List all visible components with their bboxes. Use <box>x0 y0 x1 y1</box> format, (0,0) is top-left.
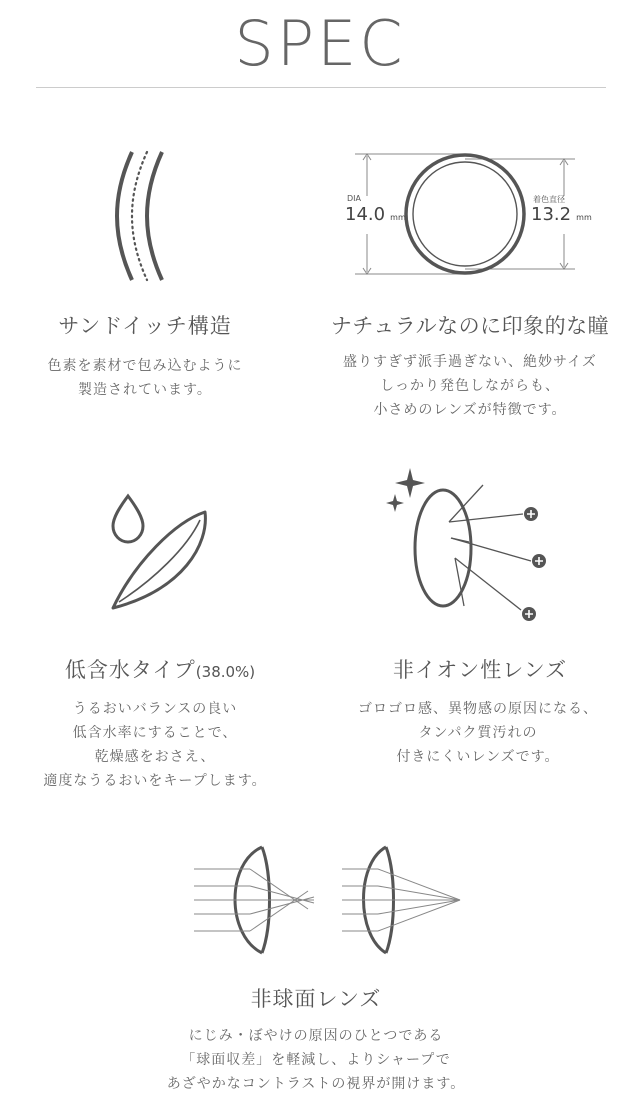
description-line: 適度なうるおいをキープします。 <box>43 773 267 789</box>
feature-heading-low-water <box>0 656 320 686</box>
description-line: 乾燥感をおさえ、 <box>94 749 216 765</box>
color-unit: mm <box>576 213 592 222</box>
description-line: ゴロゴロ感、異物感の原因になる、 <box>358 701 598 717</box>
aspheric-lens-diagram <box>190 843 470 963</box>
aspheric-lens-icon <box>342 847 460 953</box>
description-line: 製造されています。 <box>78 382 212 398</box>
feature-description-natural <box>300 350 640 422</box>
feature-description-aspheric <box>0 1024 632 1096</box>
feature-description-sandwich <box>0 354 290 402</box>
description-line: 「球面収差」を軽減し、よりシャープで <box>181 1052 451 1068</box>
feature-heading-text: 低含水タイプ <box>64 658 196 682</box>
description-line: タンパク質汚れの <box>418 725 538 741</box>
color-value-group <box>531 204 592 225</box>
feature-heading-non-ionic: 非イオン性レンズ <box>392 658 568 682</box>
spherical-lens-icon <box>194 847 314 953</box>
feature-heading-aspheric: 非球面レンズ <box>250 987 382 1011</box>
feature-description-non-ionic <box>316 697 640 769</box>
description-line: 付きにくいレンズです。 <box>396 749 560 765</box>
feature-heading-sandwich: サンドイッチ構造 <box>58 314 232 338</box>
description-line: あざやかなコントラストの視界が開けます。 <box>166 1076 466 1092</box>
dia-value: 14.0 <box>345 204 386 225</box>
dia-label: DIA <box>347 194 361 203</box>
description-line: 小さめのレンズが特徴です。 <box>373 402 567 418</box>
description-line: 低含水率にすることで、 <box>72 725 238 741</box>
dia-value-group <box>345 204 406 225</box>
description-line: うるおいバランスの良い <box>72 701 238 717</box>
description-line: 盛りすぎず派手過ぎない、絶妙サイズ <box>343 354 597 370</box>
page-title: SPEC <box>234 7 406 80</box>
water-content-value: (38.0%) <box>195 663 256 681</box>
non-ionic-lens-icon <box>385 468 555 628</box>
color-value: 13.2 <box>531 204 572 225</box>
description-line: しっかり発色しながらも、 <box>380 378 560 394</box>
lens-cross-section-icon <box>118 148 178 288</box>
description-line: 色素を素材で包み込むように <box>47 358 243 374</box>
water-drop-lens-icon <box>105 492 215 612</box>
title-divider <box>36 87 606 88</box>
feature-heading-natural: ナチュラルなのに印象的な瞳 <box>330 314 610 338</box>
color-diameter-label: 着色直径 <box>533 195 565 204</box>
feature-description-low-water <box>0 697 310 793</box>
description-line: にじみ・ぼやけの原因のひとつである <box>188 1028 444 1044</box>
dia-unit: mm <box>390 213 406 222</box>
